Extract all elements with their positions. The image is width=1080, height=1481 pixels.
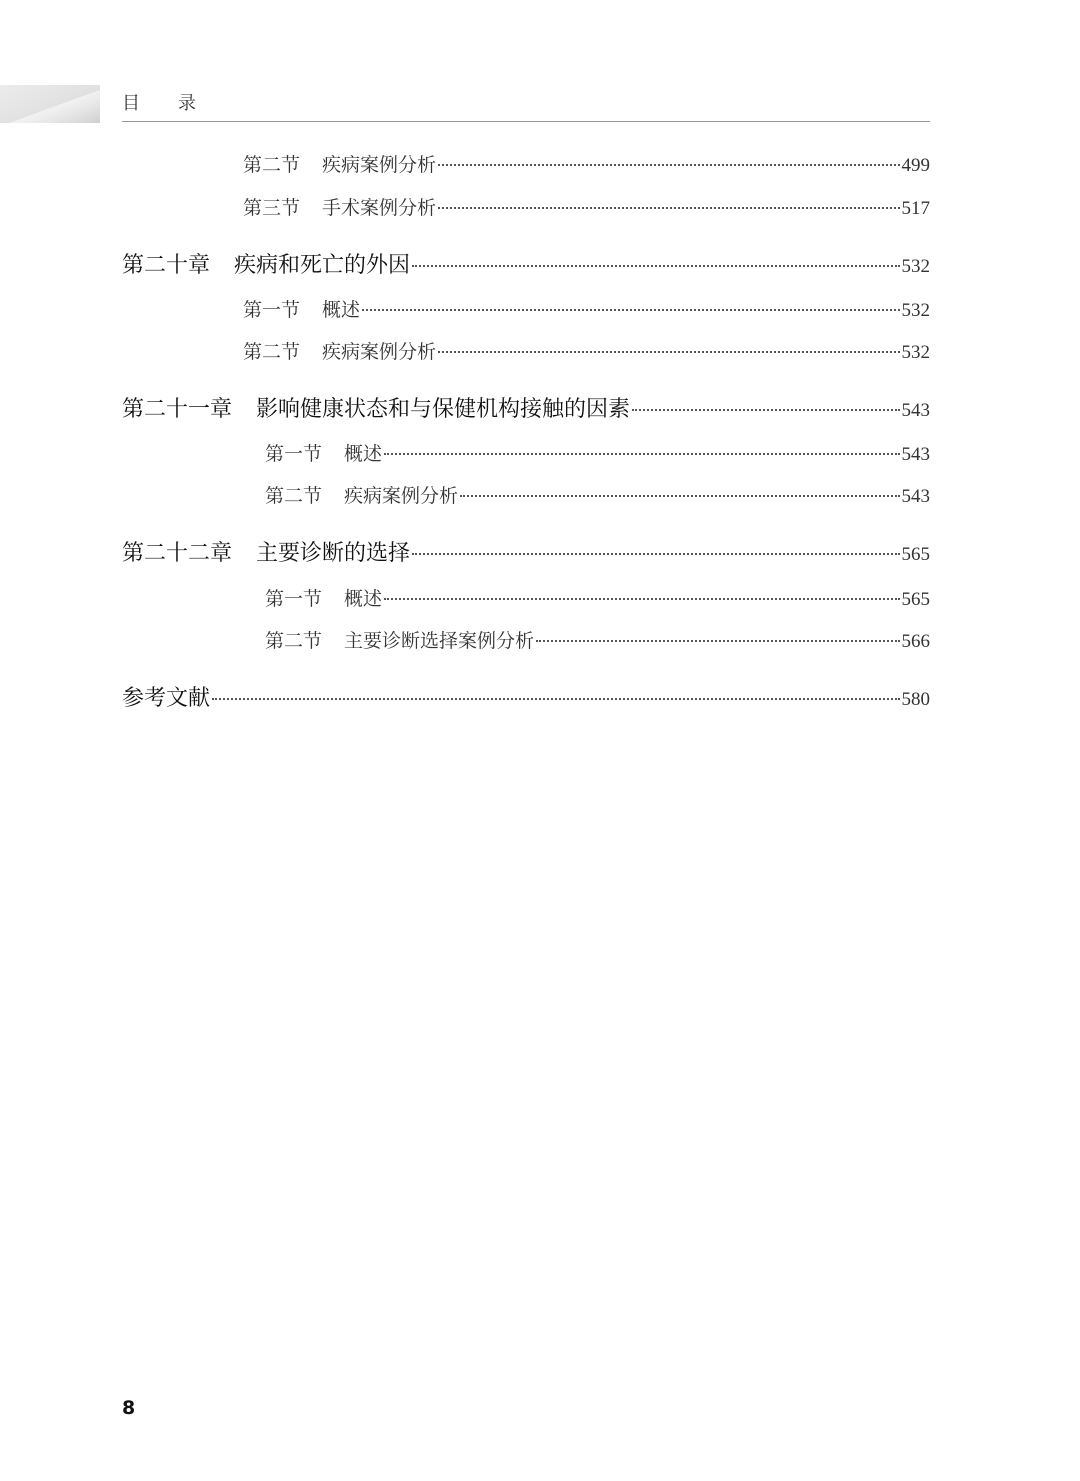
page-ref: 532 (901, 300, 930, 321)
page-ref: 580 (901, 689, 930, 710)
section-number: 第一节 (243, 299, 301, 321)
section-title: 概述 (322, 299, 361, 321)
dot-leader (536, 640, 899, 642)
section-title: 疾病案例分析 (344, 485, 459, 507)
page-ref: 543 (901, 444, 930, 465)
page-ref: 532 (901, 342, 930, 363)
page-number: 8 (122, 1397, 136, 1419)
dot-leader (362, 309, 899, 311)
toc-section-entry (265, 441, 930, 468)
toc-section-entry (243, 195, 930, 222)
page-ref: 532 (901, 256, 930, 277)
chapter-title: 疾病和死亡的外因 (234, 253, 411, 278)
section-number: 第一节 (265, 588, 323, 610)
header-corner-tab (0, 85, 100, 123)
dot-leader (212, 698, 899, 700)
section-title: 概述 (344, 588, 383, 610)
toc-references-entry (122, 685, 930, 714)
header-rule (122, 121, 930, 122)
toc-section-entry (265, 483, 930, 510)
toc-chapter-entry (122, 540, 930, 569)
page-ref: 543 (901, 486, 930, 507)
section-title: 手术案例分析 (322, 197, 437, 219)
dot-leader (412, 265, 899, 267)
toc-section-entry (243, 152, 930, 179)
header-title: 目录 (122, 93, 234, 114)
section-title: 概述 (344, 443, 383, 465)
section-number: 第二节 (265, 485, 323, 507)
section-number: 第二节 (243, 341, 301, 363)
chapter-title: 主要诊断的选择 (256, 541, 411, 566)
section-number: 第二节 (243, 154, 301, 176)
toc-section-entry (243, 339, 930, 366)
page-ref: 565 (901, 589, 930, 610)
page-ref: 499 (901, 155, 930, 176)
section-title: 主要诊断选择案例分析 (344, 630, 535, 652)
chapter-title: 影响健康状态和与保健机构接触的因素 (256, 397, 631, 422)
page-ref: 543 (901, 400, 930, 421)
page-ref: 517 (901, 198, 930, 219)
dot-leader (384, 453, 899, 455)
chapter-number: 第二十二章 (122, 541, 233, 566)
dot-leader (438, 351, 899, 353)
chapter-number: 第二十一章 (122, 397, 233, 422)
toc-chapter-entry (122, 396, 930, 425)
section-number: 第三节 (243, 197, 301, 219)
toc-section-entry (265, 628, 930, 655)
references-title: 参考文献 (122, 686, 211, 711)
dot-leader (632, 409, 899, 411)
dot-leader (438, 164, 899, 166)
section-title: 疾病案例分析 (322, 341, 437, 363)
dot-leader (460, 495, 899, 497)
section-number: 第二节 (265, 630, 323, 652)
dot-leader (384, 598, 899, 600)
page-ref: 566 (901, 631, 930, 652)
page-ref: 565 (901, 544, 930, 565)
chapter-number: 第二十章 (122, 253, 211, 278)
section-number: 第一节 (265, 443, 323, 465)
toc-section-entry (265, 586, 930, 613)
dot-leader (412, 553, 899, 555)
toc-section-entry (243, 297, 930, 324)
toc-chapter-entry (122, 252, 930, 281)
section-title: 疾病案例分析 (322, 154, 437, 176)
dot-leader (438, 207, 899, 209)
